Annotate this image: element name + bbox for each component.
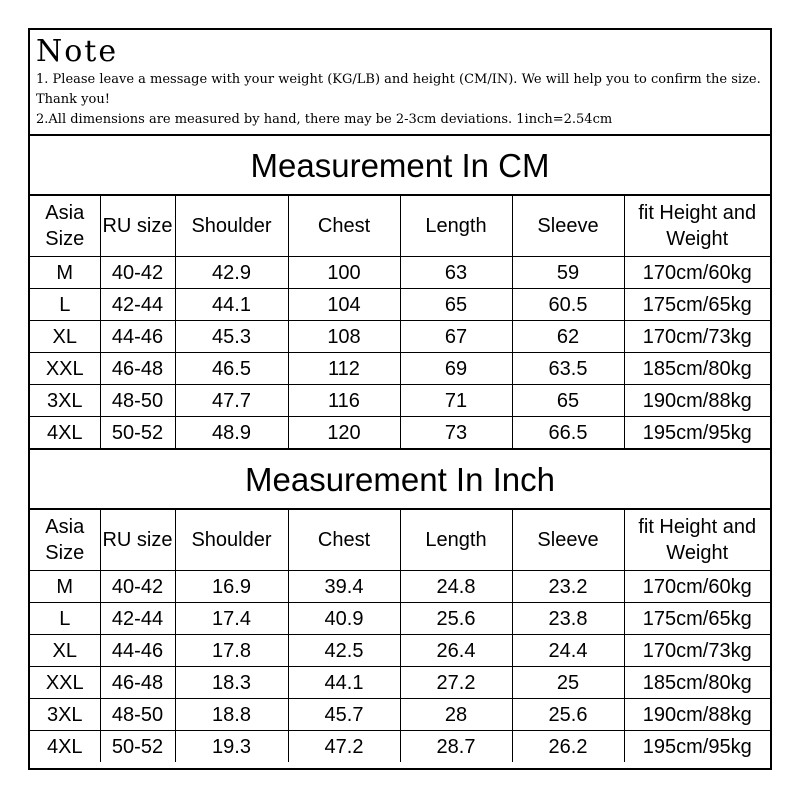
table-cell: 45.7 bbox=[288, 699, 400, 731]
table-cell: 45.3 bbox=[175, 321, 288, 353]
table-cell: 63 bbox=[400, 257, 512, 289]
table-row bbox=[30, 417, 770, 450]
table-cell: 24.8 bbox=[400, 571, 512, 603]
table-cell: 50-52 bbox=[100, 417, 175, 450]
table-cell: 46.5 bbox=[175, 353, 288, 385]
table-cell: XL bbox=[30, 635, 100, 667]
table-cell: 47.2 bbox=[288, 731, 400, 763]
table-cell: 170cm/73kg bbox=[624, 321, 770, 353]
table-cell: 46-48 bbox=[100, 353, 175, 385]
table-cell: 28 bbox=[400, 699, 512, 731]
col-header-sleeve: Sleeve bbox=[512, 196, 624, 257]
table-cell: 104 bbox=[288, 289, 400, 321]
table-cell: 67 bbox=[400, 321, 512, 353]
table-cell: 116 bbox=[288, 385, 400, 417]
table-cell: 46-48 bbox=[100, 667, 175, 699]
table-cell: 65 bbox=[512, 385, 624, 417]
table-cell: 25.6 bbox=[400, 603, 512, 635]
table-cell: 25 bbox=[512, 667, 624, 699]
table-cell: 23.8 bbox=[512, 603, 624, 635]
col-header-sleeve: Sleeve bbox=[512, 510, 624, 571]
table-cell: 48-50 bbox=[100, 385, 175, 417]
table-cell: 44-46 bbox=[100, 321, 175, 353]
table-row bbox=[30, 699, 770, 731]
table-cell: L bbox=[30, 603, 100, 635]
table-cell: 44-46 bbox=[100, 635, 175, 667]
table-cell: 50-52 bbox=[100, 731, 175, 763]
col-header-length: Length bbox=[400, 196, 512, 257]
table-cell: 195cm/95kg bbox=[624, 417, 770, 450]
inch-header-row bbox=[30, 510, 770, 571]
table-cell: 48.9 bbox=[175, 417, 288, 450]
table-cell: 40-42 bbox=[100, 571, 175, 603]
col-header-chest: Chest bbox=[288, 196, 400, 257]
col-header-asia-size: Asia Size bbox=[30, 196, 100, 257]
table-cell: 26.4 bbox=[400, 635, 512, 667]
table-cell: 4XL bbox=[30, 731, 100, 763]
cm-header-row bbox=[30, 196, 770, 257]
table-cell: 18.3 bbox=[175, 667, 288, 699]
inch-section-title: Measurement In Inch bbox=[30, 450, 770, 510]
col-header-chest: Chest bbox=[288, 510, 400, 571]
table-cell: M bbox=[30, 257, 100, 289]
table-cell: XXL bbox=[30, 353, 100, 385]
table-cell: 100 bbox=[288, 257, 400, 289]
col-header-shoulder: Shoulder bbox=[175, 510, 288, 571]
table-cell: 39.4 bbox=[288, 571, 400, 603]
table-cell: 18.8 bbox=[175, 699, 288, 731]
table-cell: 175cm/65kg bbox=[624, 289, 770, 321]
table-cell: 4XL bbox=[30, 417, 100, 450]
table-cell: 170cm/60kg bbox=[624, 571, 770, 603]
table-cell: 19.3 bbox=[175, 731, 288, 763]
table-cell: 66.5 bbox=[512, 417, 624, 450]
table-row bbox=[30, 321, 770, 353]
table-cell: 40.9 bbox=[288, 603, 400, 635]
note-title: Note bbox=[36, 34, 119, 69]
cm-section-title: Measurement In CM bbox=[30, 136, 770, 196]
table-cell: 3XL bbox=[30, 385, 100, 417]
table-cell: 175cm/65kg bbox=[624, 603, 770, 635]
col-header-asia-size: Asia Size bbox=[30, 510, 100, 571]
table-cell: 59 bbox=[512, 257, 624, 289]
table-cell: 65 bbox=[400, 289, 512, 321]
table-cell: 17.4 bbox=[175, 603, 288, 635]
table-cell: 25.6 bbox=[512, 699, 624, 731]
table-cell: 63.5 bbox=[512, 353, 624, 385]
table-cell: 44.1 bbox=[288, 667, 400, 699]
col-header-fit: fit Height and Weight bbox=[624, 196, 770, 257]
table-cell: 3XL bbox=[30, 699, 100, 731]
table-cell: M bbox=[30, 571, 100, 603]
table-row bbox=[30, 257, 770, 289]
table-cell: 28.7 bbox=[400, 731, 512, 763]
table-cell: 42-44 bbox=[100, 603, 175, 635]
table-cell: 73 bbox=[400, 417, 512, 450]
col-header-ru-size: RU size bbox=[100, 196, 175, 257]
table-row bbox=[30, 731, 770, 763]
table-cell: 23.2 bbox=[512, 571, 624, 603]
table-cell: 112 bbox=[288, 353, 400, 385]
table-cell: 185cm/80kg bbox=[624, 353, 770, 385]
col-header-shoulder: Shoulder bbox=[175, 196, 288, 257]
col-header-ru-size: RU size bbox=[100, 510, 175, 571]
table-row bbox=[30, 571, 770, 603]
table-cell: L bbox=[30, 289, 100, 321]
table-cell: 69 bbox=[400, 353, 512, 385]
table-cell: 190cm/88kg bbox=[624, 699, 770, 731]
table-cell: 120 bbox=[288, 417, 400, 450]
table-row bbox=[30, 667, 770, 699]
table-cell: 60.5 bbox=[512, 289, 624, 321]
table-cell: 185cm/80kg bbox=[624, 667, 770, 699]
table-cell: XXL bbox=[30, 667, 100, 699]
note-section bbox=[30, 30, 770, 136]
table-cell: 42.5 bbox=[288, 635, 400, 667]
table-cell: 44.1 bbox=[175, 289, 288, 321]
table-row bbox=[30, 385, 770, 417]
table-cell: 190cm/88kg bbox=[624, 385, 770, 417]
table-row bbox=[30, 603, 770, 635]
cm-table bbox=[30, 196, 770, 450]
table-cell: 40-42 bbox=[100, 257, 175, 289]
table-row bbox=[30, 635, 770, 667]
table-cell: 27.2 bbox=[400, 667, 512, 699]
table-cell: 48-50 bbox=[100, 699, 175, 731]
table-cell: 195cm/95kg bbox=[624, 731, 770, 763]
table-cell: 17.8 bbox=[175, 635, 288, 667]
table-cell: 24.4 bbox=[512, 635, 624, 667]
table-cell: XL bbox=[30, 321, 100, 353]
table-cell: 108 bbox=[288, 321, 400, 353]
table-cell: 62 bbox=[512, 321, 624, 353]
note-line-2: 2.All dimensions are measured by hand, there may be 2-3cm deviations. 1inch=2.54cm bbox=[36, 112, 613, 127]
note-line-1: 1. Please leave a message with your weight (KG/LB) and height (CM/IN). We will help you to confirm the size. Thank you! bbox=[36, 72, 761, 107]
col-header-fit: fit Height and Weight bbox=[624, 510, 770, 571]
table-cell: 42-44 bbox=[100, 289, 175, 321]
table-cell: 16.9 bbox=[175, 571, 288, 603]
col-header-length: Length bbox=[400, 510, 512, 571]
table-row bbox=[30, 353, 770, 385]
table-cell: 42.9 bbox=[175, 257, 288, 289]
table-cell: 170cm/73kg bbox=[624, 635, 770, 667]
table-row bbox=[30, 289, 770, 321]
size-chart bbox=[28, 28, 772, 770]
table-cell: 26.2 bbox=[512, 731, 624, 763]
table-cell: 170cm/60kg bbox=[624, 257, 770, 289]
inch-table bbox=[30, 510, 770, 762]
table-cell: 47.7 bbox=[175, 385, 288, 417]
table-cell: 71 bbox=[400, 385, 512, 417]
